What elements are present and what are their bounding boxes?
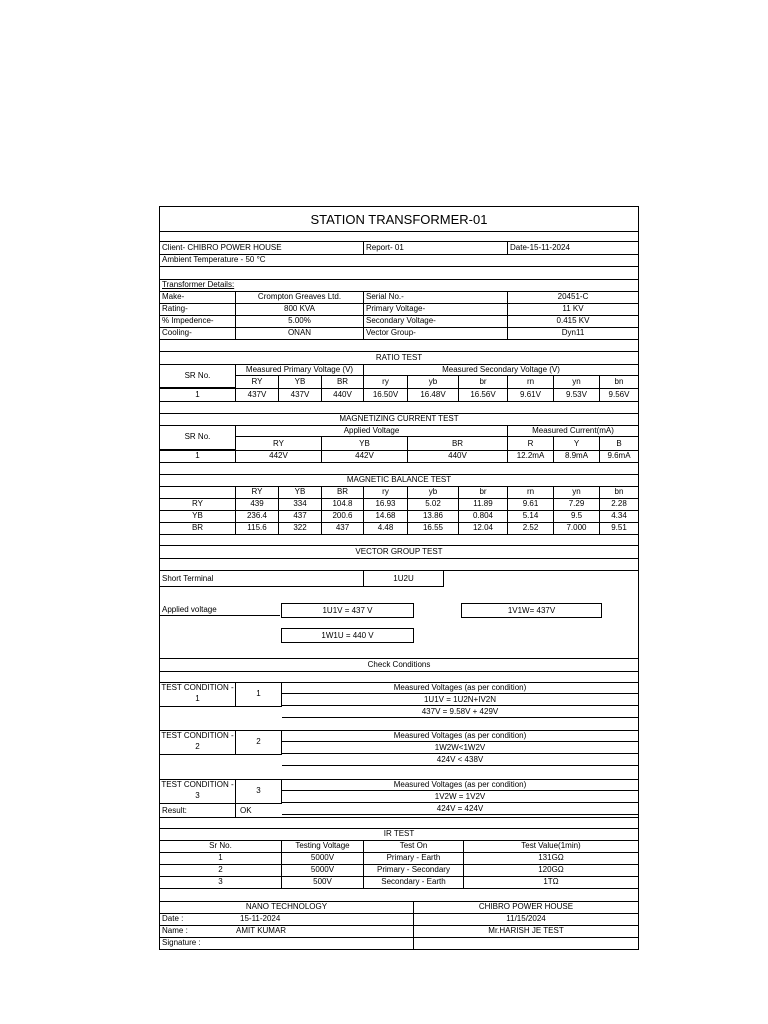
sr-number: 1 — [160, 388, 236, 401]
condition-line: 437V = 9.58V + 429V — [282, 706, 638, 718]
ratio-value: 440V — [322, 388, 364, 401]
mag-current-label: Measured Current(mA) — [508, 425, 638, 437]
mag-applied-label: Applied Voltage — [236, 425, 508, 437]
balance-value: 0.804 — [459, 510, 508, 522]
balance-value: 12.04 — [459, 522, 508, 534]
client-cell: Client- CHIBRO POWER HOUSE — [160, 241, 364, 254]
balance-value: 16.93 — [364, 498, 408, 510]
condition-line: 1U1V = 1U2N+IV2N — [282, 694, 638, 706]
balance-corner — [160, 486, 236, 498]
ir-heading: IR TEST — [383, 829, 415, 838]
check-heading: Check Conditions — [367, 660, 431, 669]
details-heading: Transformer Details: — [162, 280, 235, 289]
ir-value: 120GΩ — [538, 865, 564, 874]
condition-line: 424V < 438V — [282, 754, 638, 766]
column-header: Y — [554, 437, 600, 450]
balance-value: 5.02 — [408, 498, 459, 510]
balance-value: 334 — [279, 498, 322, 510]
ratio-value: 16.48V — [408, 388, 459, 401]
ratio-value: 9.56V — [608, 389, 630, 399]
condition-line: 1W2W<1W2V — [282, 742, 638, 754]
result-row — [160, 804, 638, 818]
condition-line: Measured Voltages (as per condition) — [282, 682, 638, 694]
ir-value: 3 — [160, 876, 282, 888]
footer-signature-label: Signature : — [160, 937, 414, 949]
footer-right-date: 11/15/2024 — [506, 914, 546, 923]
details-label: Primary Voltage- — [364, 303, 508, 315]
ambient-temperature: Ambient Temperature - 50 °C — [162, 255, 266, 264]
column-header: BR — [322, 376, 364, 388]
balance-value: 14.68 — [364, 510, 408, 522]
date-cell: Date-15-11-2024 — [510, 242, 570, 252]
condition-line: 1V2W = 1V2V — [282, 791, 638, 803]
ir-value: 1 — [160, 852, 282, 864]
vector-heading-row — [160, 545, 638, 559]
column-header: BR — [408, 437, 508, 450]
header-row — [160, 241, 638, 255]
magnetizing-heading: MAGNETIZING CURRENT TEST — [339, 414, 459, 423]
column-header: yb — [408, 376, 459, 388]
ir-value: Secondary - Earth — [364, 876, 464, 888]
details-label: Secondary Voltage- — [364, 315, 508, 327]
column-header: RY — [236, 486, 279, 498]
report-cell: Report- 01 — [364, 241, 508, 254]
mag-value: 8.9mA — [554, 450, 600, 462]
balance-value: 236.4 — [236, 510, 279, 522]
test-condition-number: 2 — [236, 730, 282, 755]
balance-data-row — [160, 522, 638, 535]
ratio-sr-label: SR No. — [160, 364, 236, 388]
column-header: yn — [554, 486, 600, 498]
result-value: OK — [240, 805, 252, 815]
footer-left-date: 15-11-2024 — [238, 913, 414, 925]
details-label: Make- — [160, 291, 236, 303]
result-label: Result: — [160, 804, 236, 817]
balance-value: 7.000 — [554, 522, 600, 534]
short-terminal-label: Short Terminal — [160, 570, 364, 587]
column-header: br — [459, 376, 508, 388]
column-header: Testing Voltage — [282, 840, 364, 852]
balance-value: 322 — [279, 522, 322, 534]
mag-value: 9.6mA — [607, 451, 631, 460]
ir-value: Primary - Earth — [364, 852, 464, 864]
balance-value: 16.55 — [408, 522, 459, 534]
balance-value: 5.14 — [508, 510, 554, 522]
details-label: Serial No.- — [364, 291, 508, 303]
details-value: Dyn11 — [561, 328, 585, 337]
sr-number: 1 — [160, 450, 236, 462]
column-header: yn — [554, 376, 600, 388]
ir-value: 500V — [282, 876, 364, 888]
column-header: Test On — [364, 840, 464, 852]
mag-sr-label: SR No. — [160, 425, 236, 450]
footer-left-name: AMIT KUMAR — [234, 925, 414, 937]
column-header: YB — [279, 376, 322, 388]
column-header: ry — [364, 486, 408, 498]
column-header: bn — [614, 487, 624, 496]
condition-line: Measured Voltages (as per condition) — [282, 730, 638, 742]
details-value: 5.00% — [236, 315, 364, 327]
test-condition-label: TEST CONDITION - 3 — [160, 779, 236, 804]
mag-value: 442V — [322, 450, 408, 462]
balance-value: 4.34 — [611, 511, 627, 520]
details-label: Rating- — [160, 303, 236, 315]
ratio-value: 9.53V — [554, 388, 600, 401]
ratio-secondary-label: Measured Secondary Voltage (V) — [364, 364, 638, 376]
condition-line: 424V = 424V — [282, 803, 638, 815]
details-value: 11 KV — [562, 304, 584, 313]
column-header: BR — [322, 486, 364, 498]
ratio-heading: RATIO TEST — [375, 352, 423, 362]
column-header: RY — [236, 376, 279, 388]
details-value: 0.415 KV — [556, 316, 590, 325]
balance-value: 2.52 — [508, 522, 554, 534]
report-sheet — [159, 206, 639, 950]
details-label: % Impedence- — [160, 315, 236, 327]
balance-value: 11.89 — [459, 498, 508, 510]
footer-left-org: NANO TECHNOLOGY — [160, 901, 414, 913]
ratio-value: 16.50V — [364, 388, 408, 401]
footer-name-label: Name : — [162, 926, 188, 935]
column-header: RY — [236, 437, 322, 450]
vector-heading: VECTOR GROUP TEST — [355, 546, 443, 556]
mag-value: 12.2mA — [508, 450, 554, 462]
column-header: YB — [279, 486, 322, 498]
ratio-data-row — [160, 388, 638, 402]
ir-data-row — [160, 876, 638, 889]
column-header: bn — [614, 377, 624, 386]
vector-1u1v: 1U1V = 437 V — [281, 603, 414, 618]
ratio-primary-label: Measured Primary Voltage (V) — [236, 364, 364, 376]
footer-right-org: CHIBRO POWER HOUSE — [478, 902, 574, 911]
ratio-value: 437V — [236, 388, 279, 401]
balance-value: 437 — [322, 522, 364, 534]
details-value: Crompton Greaves Ltd. — [236, 291, 364, 303]
ir-value: 5000V — [282, 864, 364, 876]
page-title: STATION TRANSFORMER-01 — [310, 211, 488, 227]
balance-value: 439 — [236, 498, 279, 510]
mag-column-header — [160, 437, 638, 451]
balance-row-label: BR — [160, 522, 236, 534]
details-label: Cooling- — [160, 327, 236, 339]
balance-value: 4.48 — [364, 522, 408, 534]
column-header: YB — [322, 437, 408, 450]
ratio-heading-row — [160, 351, 638, 365]
column-header: R — [508, 437, 554, 450]
footer-signature-row — [160, 937, 638, 949]
test-condition-number: 1 — [236, 682, 282, 707]
ratio-value: 16.56V — [459, 388, 508, 401]
balance-row-label: YB — [160, 510, 236, 522]
balance-value: 200.6 — [322, 510, 364, 522]
details-label: Vector Group- — [364, 327, 508, 339]
balance-value: 9.51 — [611, 523, 627, 532]
mag-value: 440V — [408, 450, 508, 462]
ir-value: 5000V — [282, 852, 364, 864]
ir-value: Primary - Secondary — [364, 864, 464, 876]
column-header: yb — [408, 486, 459, 498]
balance-value: 7.29 — [554, 498, 600, 510]
mag-value: 442V — [236, 450, 322, 462]
column-header: B — [616, 438, 622, 448]
mag-group-header — [160, 425, 638, 437]
ratio-value: 9.61V — [508, 388, 554, 401]
ratio-value: 437V — [279, 388, 322, 401]
applied-voltage-label: Applied voltage — [160, 603, 280, 616]
column-header: br — [459, 486, 508, 498]
balance-value: 437 — [279, 510, 322, 522]
balance-value: 13.86 — [408, 510, 459, 522]
ir-value: 1TΩ — [543, 877, 559, 886]
balance-value: 9.61 — [508, 498, 554, 510]
footer-date-label: Date : — [162, 914, 184, 923]
column-header: rn — [508, 486, 554, 498]
vector-1v1w: 1V1W= 437V — [461, 603, 602, 618]
balance-heading: MAGNETIC BALANCE TEST — [346, 475, 452, 484]
ir-value: 131GΩ — [538, 853, 564, 862]
column-header: Sr No. — [160, 840, 282, 852]
balance-value: 2.28 — [611, 499, 627, 508]
balance-row-label: RY — [160, 498, 236, 510]
test-condition-label: TEST CONDITION - 1 — [160, 682, 236, 707]
short-terminal-value: 1U2U — [363, 570, 444, 587]
ratio-group-header — [160, 364, 638, 376]
column-header: ry — [364, 376, 408, 388]
column-header: rn — [508, 376, 554, 388]
details-value: 20451-C — [557, 292, 589, 301]
test-condition-number: 3 — [236, 779, 282, 804]
title-row — [160, 207, 638, 232]
vector-1w1u: 1W1U = 440 V — [281, 628, 414, 643]
balance-value: 115.6 — [236, 522, 279, 534]
footer-right-name: Mr.HARISH JE TEST — [488, 926, 564, 935]
test-condition-label: TEST CONDITION - 2 — [160, 730, 236, 755]
balance-value: 104.8 — [322, 498, 364, 510]
balance-value: 9.5 — [554, 510, 600, 522]
column-header: Test Value(1min) — [521, 841, 581, 850]
details-value: ONAN — [236, 327, 364, 339]
condition-line: Measured Voltages (as per condition) — [282, 779, 638, 791]
ir-value: 2 — [160, 864, 282, 876]
details-value: 800 KVA — [236, 303, 364, 315]
